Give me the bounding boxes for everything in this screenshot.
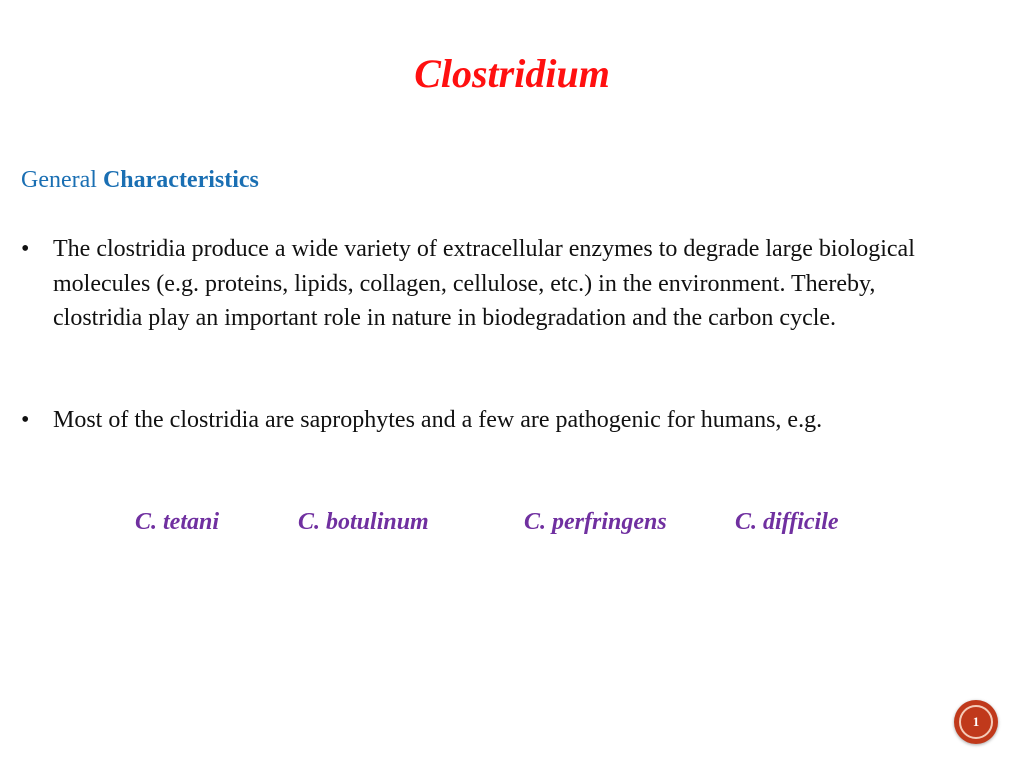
bullet-marker: • <box>21 236 30 262</box>
species-tetani: C. tetani <box>135 509 220 535</box>
bullet-text: Most of the clostridia are saprophytes and a few are pathogenic for humans, e.g. <box>53 407 823 433</box>
section-heading <box>21 164 259 196</box>
bullet-marker: • <box>21 407 30 433</box>
section-heading-emphasis: Characteristics <box>102 167 259 193</box>
bullet-text: The clostridia produce a wide variety of extracellular enzymes to degrade large biological molecules (e.g. proteins, lipids, collagen, cellulose, etc.) in the environment. Thereby, clostridia play an important role in nature in biodegradation and the carbon cycle. <box>53 236 915 331</box>
species-perfringens: C. perfringens <box>524 509 667 535</box>
bullet-item <box>21 232 921 336</box>
slide-title: Clostridium <box>414 51 610 96</box>
bullet-item <box>21 403 921 438</box>
species-difficile: C. difficile <box>735 509 839 535</box>
section-heading-prefix: General <box>21 167 97 193</box>
species-list <box>0 505 1024 539</box>
page-number: 1 <box>972 714 980 729</box>
page-number-badge <box>954 700 998 744</box>
species-botulinum: C. botulinum <box>298 509 429 535</box>
